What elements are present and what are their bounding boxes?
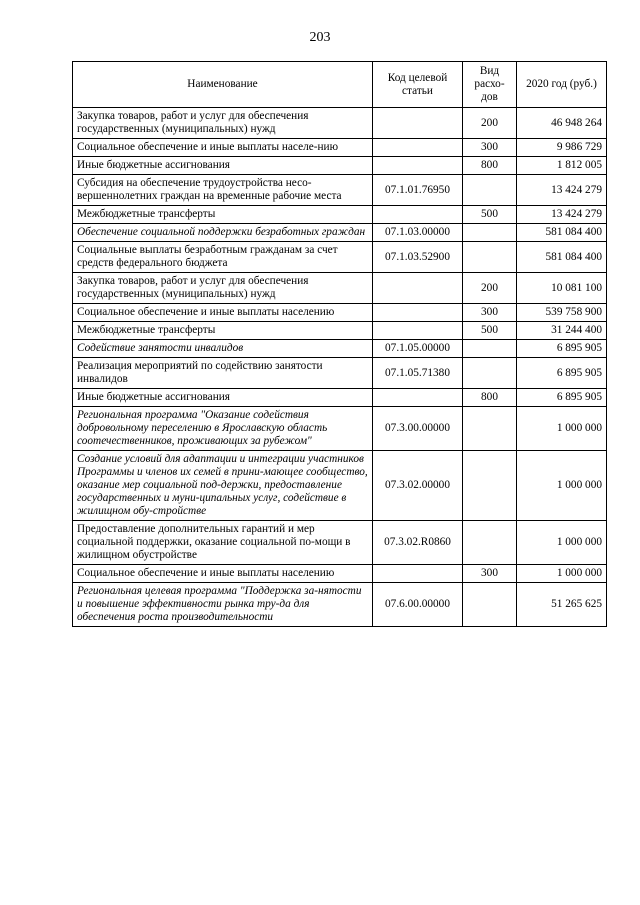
row-code-cell: 07.1.01.76950: [373, 175, 463, 206]
table-header-row: [73, 62, 607, 108]
row-name-cell: Региональная программа "Оказание содействия добровольному переселению в Ярославскую область соотечественников, проживающих за рубежом": [73, 407, 373, 451]
row-name-cell: Создание условий для адаптации и интеграции участников Программы и членов их семей в прини-мающее сообщество, оказание мер социальной под-держки, предоставление государственных и муни-ципальных услуг, содействие в жилищном обу-стройстве: [73, 451, 373, 521]
table-row: [73, 273, 607, 304]
table-row: [73, 108, 607, 139]
row-name-cell: Субсидия на обеспечение трудоустройства несо-вершеннолетних граждан на временные рабочие места: [73, 175, 373, 206]
row-name-cell: Социальное обеспечение и иные выплаты населению: [73, 565, 373, 583]
row-code-cell: [373, 206, 463, 224]
row-name-cell: Закупка товаров, работ и услуг для обеспечения государственных (муниципальных) нужд: [73, 273, 373, 304]
row-kind-cell: [463, 242, 517, 273]
row-kind-cell: [463, 358, 517, 389]
table-body: [73, 108, 607, 627]
row-code-cell: 07.1.03.00000: [373, 224, 463, 242]
row-amount-cell: 13 424 279: [517, 206, 607, 224]
row-code-cell: [373, 139, 463, 157]
row-amount-cell: 6 895 905: [517, 340, 607, 358]
row-code-cell: 07.1.05.71380: [373, 358, 463, 389]
row-name-cell: Региональная целевая программа "Поддержка за-нятости и повышение эффективности рынка тру-да для обеспечения роста производительности: [73, 583, 373, 627]
table-row: [73, 242, 607, 273]
header-name: Наименование: [73, 62, 373, 108]
row-name-cell: Социальное обеспечение и иные выплаты населе-нию: [73, 139, 373, 157]
row-code-cell: 07.3.02.R0860: [373, 521, 463, 565]
row-kind-cell: 200: [463, 273, 517, 304]
row-amount-cell: 1 000 000: [517, 407, 607, 451]
header-code: Код целевой статьи: [373, 62, 463, 108]
row-amount-cell: 1 000 000: [517, 565, 607, 583]
row-code-cell: 07.3.00.00000: [373, 407, 463, 451]
row-kind-cell: [463, 521, 517, 565]
row-kind-cell: [463, 451, 517, 521]
row-name-cell: Межбюджетные трансферты: [73, 322, 373, 340]
table-row: [73, 139, 607, 157]
row-name-cell: Межбюджетные трансферты: [73, 206, 373, 224]
row-name-cell: Реализация мероприятий по содействию занятости инвалидов: [73, 358, 373, 389]
row-kind-cell: 300: [463, 139, 517, 157]
row-name-cell: Иные бюджетные ассигнования: [73, 389, 373, 407]
row-code-cell: [373, 157, 463, 175]
row-code-cell: [373, 108, 463, 139]
table-row: [73, 340, 607, 358]
row-kind-cell: 200: [463, 108, 517, 139]
row-name-cell: Закупка товаров, работ и услуг для обеспечения государственных (муниципальных) нужд: [73, 108, 373, 139]
row-amount-cell: 6 895 905: [517, 358, 607, 389]
row-name-cell: Иные бюджетные ассигнования: [73, 157, 373, 175]
row-kind-cell: [463, 340, 517, 358]
row-code-cell: [373, 273, 463, 304]
row-amount-cell: 581 084 400: [517, 224, 607, 242]
row-amount-cell: 51 265 625: [517, 583, 607, 627]
row-code-cell: 07.3.02.00000: [373, 451, 463, 521]
table-row: [73, 224, 607, 242]
row-kind-cell: 300: [463, 304, 517, 322]
row-name-cell: Обеспечение социальной поддержки безработных граждан: [73, 224, 373, 242]
table-row: [73, 175, 607, 206]
row-kind-cell: 800: [463, 157, 517, 175]
row-code-cell: [373, 389, 463, 407]
table-row: [73, 157, 607, 175]
row-kind-cell: [463, 224, 517, 242]
row-code-cell: 07.1.03.52900: [373, 242, 463, 273]
table-row: [73, 565, 607, 583]
table-row: [73, 451, 607, 521]
row-kind-cell: 300: [463, 565, 517, 583]
table-row: [73, 521, 607, 565]
table-row: [73, 407, 607, 451]
page-number: 203: [309, 30, 331, 45]
table-row: [73, 322, 607, 340]
row-amount-cell: 1 000 000: [517, 521, 607, 565]
row-amount-cell: 539 758 900: [517, 304, 607, 322]
table-row: [73, 206, 607, 224]
row-name-cell: Социальное обеспечение и иные выплаты населению: [73, 304, 373, 322]
row-kind-cell: [463, 407, 517, 451]
budget-table: [72, 61, 607, 627]
row-amount-cell: 46 948 264: [517, 108, 607, 139]
row-amount-cell: 10 081 100: [517, 273, 607, 304]
header-amount: 2020 год (руб.): [517, 62, 607, 108]
row-kind-cell: [463, 175, 517, 206]
row-amount-cell: 1 812 005: [517, 157, 607, 175]
row-name-cell: Предоставление дополнительных гарантий и мер социальной поддержки, оказание социальной по-мощи в жилищном обустройстве: [73, 521, 373, 565]
row-amount-cell: 6 895 905: [517, 389, 607, 407]
table-row: [73, 358, 607, 389]
row-code-cell: 07.6.00.00000: [373, 583, 463, 627]
row-kind-cell: 800: [463, 389, 517, 407]
row-code-cell: [373, 565, 463, 583]
row-code-cell: 07.1.05.00000: [373, 340, 463, 358]
table-row: [73, 389, 607, 407]
row-name-cell: Содействие занятости инвалидов: [73, 340, 373, 358]
row-name-cell: Социальные выплаты безработным гражданам за счет средств федерального бюджета: [73, 242, 373, 273]
row-amount-cell: 581 084 400: [517, 242, 607, 273]
row-kind-cell: 500: [463, 322, 517, 340]
row-amount-cell: 13 424 279: [517, 175, 607, 206]
table-row: [73, 304, 607, 322]
table-row: [73, 583, 607, 627]
header-kind: Вид расхо-дов: [463, 62, 517, 108]
row-code-cell: [373, 304, 463, 322]
row-code-cell: [373, 322, 463, 340]
row-amount-cell: 1 000 000: [517, 451, 607, 521]
row-kind-cell: [463, 583, 517, 627]
row-kind-cell: 500: [463, 206, 517, 224]
row-amount-cell: 9 986 729: [517, 139, 607, 157]
row-amount-cell: 31 244 400: [517, 322, 607, 340]
